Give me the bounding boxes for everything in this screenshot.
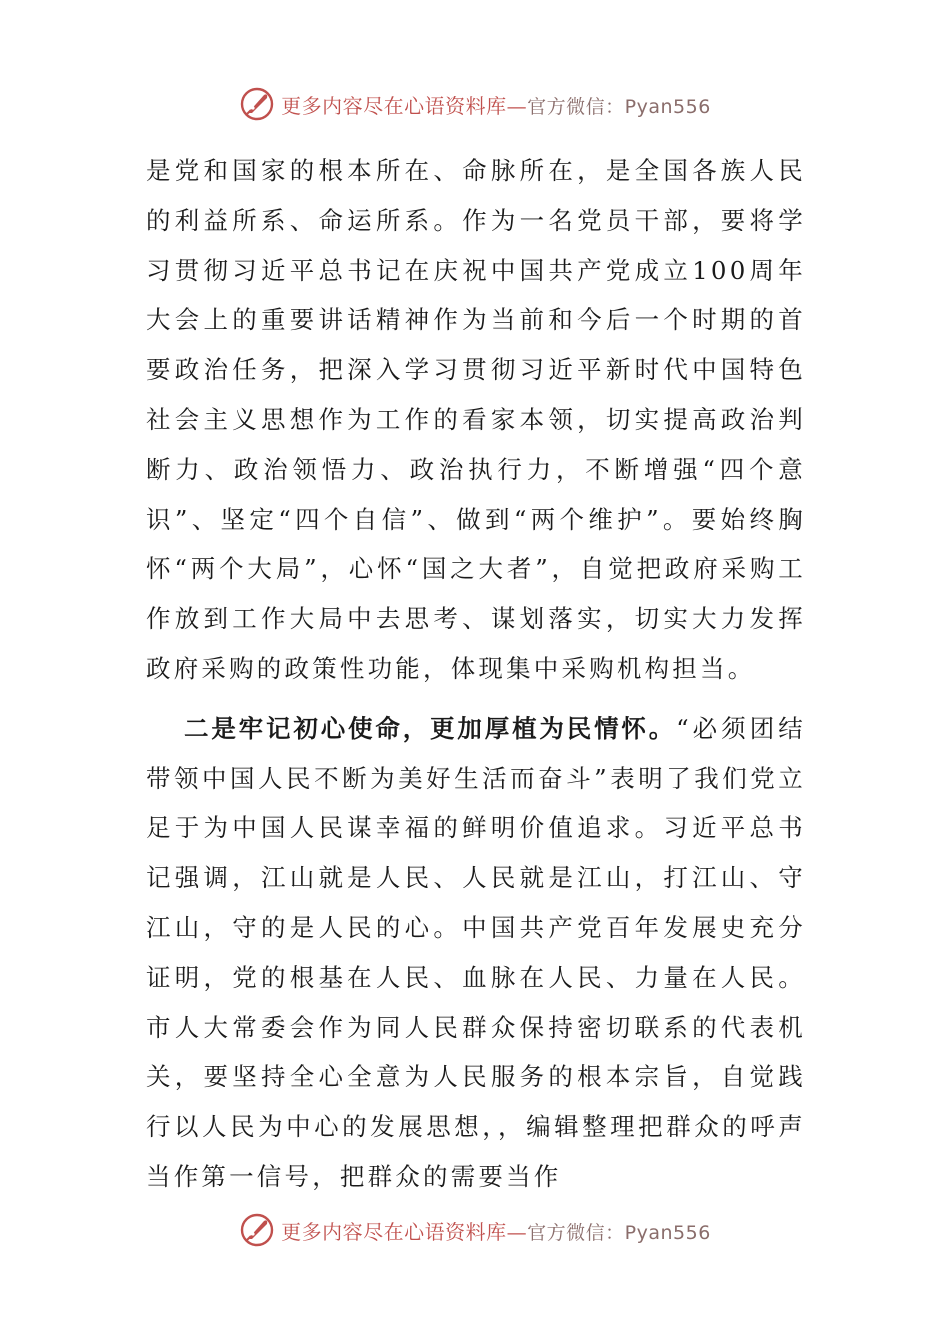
header-text xyxy=(281,90,711,119)
header-banner xyxy=(0,82,950,126)
footer-brand: 更多内容尽在心语资料库 xyxy=(281,1219,507,1244)
quill-pen-logo-icon xyxy=(239,86,275,122)
paragraph-2-text: “必须团结带领中国人民不断为美好生活而奋斗”表明了我们党立足于为中国人民谋幸福的鲜明价值追求。习近平总书记强调，江山就是人民、人民就是江山，打江山、守江山，守的是人民的心。中国共产党百年发展史充分证明，党的根基在人民、血脉在人民、力量在人民。市人大常委会作为同人民群众保持密切联系的代表机关，要坚持全心全意为人民服务的根本宗旨，自觉践行以人民为中心的发展思想，，编辑整理把群众的呼声当作第一信号，把群众的需要当作 xyxy=(146,713,806,1191)
header-wechat-id: Pyan556 xyxy=(624,95,711,118)
document-body xyxy=(146,146,806,1202)
footer-text xyxy=(281,1216,711,1245)
paragraph-2-lead: 二是牢记初心使命，更加厚植为民情怀。 xyxy=(184,713,677,743)
header-separator: — xyxy=(506,93,528,118)
footer-separator: — xyxy=(506,1219,528,1244)
paragraph-2 xyxy=(146,704,806,1202)
quill-pen-logo-icon xyxy=(239,1212,275,1248)
header-wechat-label: 官方微信： xyxy=(527,95,625,118)
header-brand: 更多内容尽在心语资料库 xyxy=(281,93,507,118)
footer-banner xyxy=(0,1208,950,1252)
footer-wechat-label: 官方微信： xyxy=(527,1221,625,1244)
footer-wechat-id: Pyan556 xyxy=(624,1221,711,1244)
paragraph-1: 是党和国家的根本所在、命脉所在，是全国各族人民的利益所系、命运所系。作为一名党员干部，要将学习贯彻习近平总书记在庆祝中国共产党成立100周年大会上的重要讲话精神作为当前和今后一个时期的首要政治任务，把深入学习贯彻习近平新时代中国特色社会主义思想作为工作的看家本领，切实提高政治判断力、政治领悟力、政治执行力，不断增强“四个意识”、坚定“四个自信”、做到“两个维护”。要始终胸怀“两个大局”，心怀“国之大者”，自觉把政府采购工作放到工作大局中去思考、谋划落实，切实大力发挥政府采购的政策性功能，体现集中采购机构担当。 xyxy=(146,156,806,683)
